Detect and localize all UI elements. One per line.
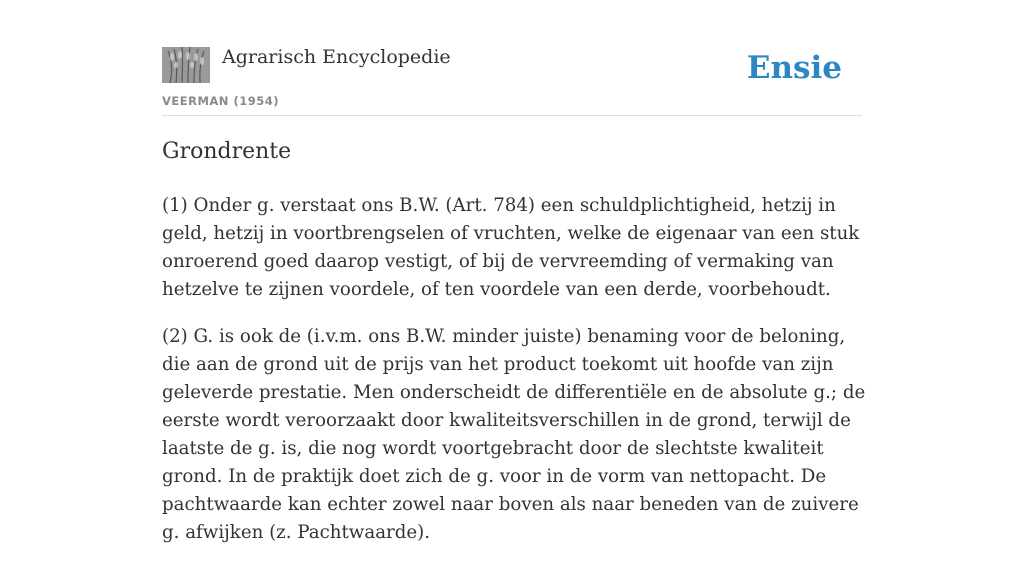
page-header xyxy=(162,44,862,116)
source-label[interactable]: VEERMAN (1954) xyxy=(162,94,279,108)
brand-logo[interactable]: Ensie xyxy=(746,50,842,86)
article-body xyxy=(162,192,866,566)
paragraph-1: (1) Onder g. verstaat ons B.W. (Art. 784) een schuldplichtigheid, hetzij in geld, hetzij in voortbrengselen of vruchten, welke de eigenaar van een stuk onroerend goed daarop vestigt, of bij de vervreemding of vermaking van hetzelve te zijnen voordele, of ten voordele van een derde, voorbehoudt. xyxy=(162,195,860,300)
article-title: Grondrente xyxy=(162,139,292,164)
paragraph-2: (2) G. is ook de (i.v.m. ons B.W. minder juiste) benaming voor de beloning, die aan de grond uit de prijs van het product toekomt uit hoofde van zijn geleverde prestatie. Men onderscheidt de differentiële en de absolute g.; de eerste wordt veroorzaakt door kwaliteitsverschillen in de grond, terwijl de laatste de g. is, die nog wordt voortgebracht door de slechtste kwaliteit grond. In de praktijk doet zich de g. voor in de vorm van nettopacht. De pachtwaarde kan echter zowel naar boven als naar beneden van de zuivere g. afwijken (z. Pachtwaarde). xyxy=(162,326,866,543)
site-title[interactable]: Agrarisch Encyclopedie xyxy=(222,46,451,68)
wheat-ears-logo-icon[interactable] xyxy=(162,47,210,83)
